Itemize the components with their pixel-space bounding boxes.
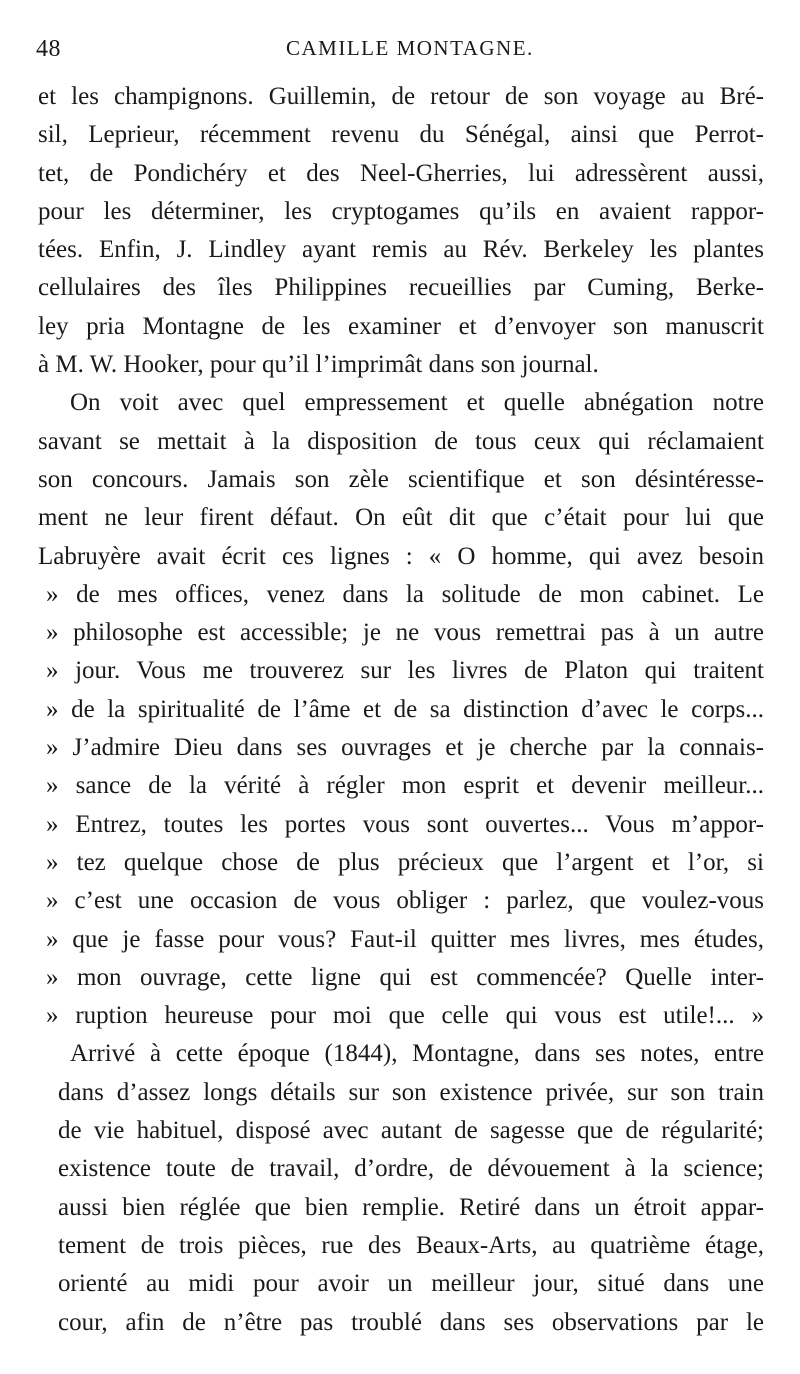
text-line: » Entrez, toutes les portes vous sont ouvertes... Vous m’appor- xyxy=(46,810,764,838)
text-line: pour les déterminer, les cryptogames qu’ils en avaient rappor- xyxy=(38,197,764,225)
text-line: tement de trois pièces, rue des Beaux-Arts, au quatrième étage, xyxy=(58,1231,764,1259)
text-line: Labruyère avait écrit ces lignes : « O homme, qui avez besoin xyxy=(38,542,764,570)
text-line: Arrivé à cette époque (1844), Montagne, dans ses notes, entre xyxy=(70,1040,764,1068)
text-line: savant se mettait à la disposition de tous ceux qui réclamaient xyxy=(38,427,764,455)
text-line: » que je fasse pour vous? Faut-il quitter mes livres, mes études, xyxy=(46,925,764,953)
text-line: tet, de Pondichéry et des Neel-Gherries, lui adressèrent aussi, xyxy=(38,159,764,187)
text-line: » mon ouvrage, cette ligne qui est commencée? Quelle inter- xyxy=(46,963,764,991)
text-line: de vie habituel, disposé avec autant de sagesse que de régularité; xyxy=(58,1117,764,1145)
text-line: ment ne leur firent défaut. On eût dit que c’était pour lui que xyxy=(38,504,764,532)
text-line: sil, Leprieur, récemment revenu du Sénégal, ainsi que Perrot- xyxy=(38,121,764,149)
body-text xyxy=(38,78,764,1342)
text-line: » sance de la vérité à régler mon esprit et devenir meilleur... xyxy=(46,772,764,800)
text-line: cour, afin de n’être pas troublé dans ses observations par le xyxy=(58,1308,764,1336)
page-number: 48 xyxy=(36,36,61,62)
text-line: aussi bien réglée que bien remplie. Retiré dans un étroit appar- xyxy=(58,1193,764,1221)
text-line: existence toute de travail, d’ordre, de dévouement à la science; xyxy=(58,1155,764,1183)
running-head xyxy=(36,30,764,64)
text-line: ley pria Montagne de les examiner et d’envoyer son manuscrit xyxy=(38,312,764,340)
text-line: » J’admire Dieu dans ses ouvrages et je cherche par la connais- xyxy=(46,734,764,762)
text-line: » tez quelque chose de plus précieux que l’argent et l’or, si xyxy=(46,848,764,876)
text-line: orienté au midi pour avoir un meilleur jour, situé dans une xyxy=(58,1270,764,1298)
text-line: à M. W. Hooker, pour qu’il l’imprimât dans son journal. xyxy=(38,351,599,379)
text-line: » de la spiritualité de l’âme et de sa distinction d’avec le corps... xyxy=(46,695,764,723)
text-line: tées. Enfin, J. Lindley ayant remis au Rév. Berkeley les plantes xyxy=(38,236,764,264)
text-line: » philosophe est accessible; je ne vous remettrai pas à un autre xyxy=(46,619,764,647)
text-line: et les champignons. Guillemin, de retour de son voyage au Bré- xyxy=(38,83,764,110)
text-line: » ruption heureuse pour moi que celle qui vous est utile!... » xyxy=(46,1002,764,1030)
text-line: cellulaires des îles Philippines recueillies par Cuming, Berke- xyxy=(38,274,764,302)
text-line: dans d’assez longs détails sur son existence privée, sur son train xyxy=(58,1078,764,1106)
text-line: On voit avec quel empressement et quelle abnégation notre xyxy=(70,389,764,417)
running-title: CAMILLE MONTAGNE. xyxy=(286,36,534,60)
text-line: » de mes offices, venez dans la solitude de mon cabinet. Le xyxy=(46,580,764,608)
text-line: » c’est une occasion de vous obliger : parlez, que voulez-vous xyxy=(46,887,764,915)
text-line: son concours. Jamais son zèle scientifique et son désintéresse- xyxy=(38,465,764,493)
text-line: » jour. Vous me trouverez sur les livres de Platon qui traitent xyxy=(46,657,764,685)
